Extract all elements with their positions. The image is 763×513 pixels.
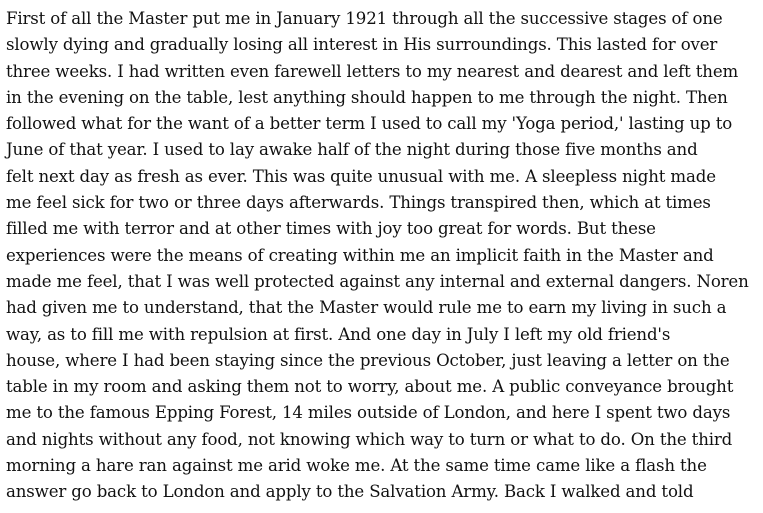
text-line: made me feel, that I was well protected against any internal and external dangers. Noren	[6, 271, 749, 291]
text-line: followed what for the want of a better term I used to call my 'Yoga period,' lasting up to	[6, 114, 733, 134]
body-paragraph	[6, 6, 757, 506]
text-line: me to the famous Epping Forest, 14 miles outside of London, and here I spent two days	[6, 403, 731, 423]
text-line: June of that year. I used to lay awake half of the night during those five months and	[6, 140, 698, 160]
text-line: and nights without any food, not knowing which way to turn or what to do. On the third	[6, 429, 733, 449]
text-line: table in my room and asking them not to worry, about me. A public conveyance brought	[6, 377, 734, 397]
text-line: slowly dying and gradually losing all interest in His surroundings. This lasted for over	[6, 35, 718, 55]
text-line: way, as to fill me with repulsion at first. And one day in July I left my old friend's	[6, 324, 671, 344]
text-line: in the evening on the table, lest anything should happen to me through the night. Then	[6, 87, 728, 107]
text-line: answer go back to London and apply to the Salvation Army. Back I walked and told	[6, 482, 694, 502]
text-line: filled me with terror and at other times with joy too great for words. But these	[6, 219, 656, 239]
text-line: house, where I had been staying since the previous October, just leaving a letter on the	[6, 350, 730, 370]
text-line: experiences were the means of creating within me an implicit faith in the Master and	[6, 245, 714, 265]
text-line: me feel sick for two or three days afterwards. Things transpired then, which at times	[6, 193, 711, 213]
text-line: had given me to understand, that the Master would rule me to earn my living in such a	[6, 298, 727, 318]
text-line: morning a hare ran against me arid woke me. At the same time came like a flash the	[6, 456, 707, 476]
text-line: First of all the Master put me in January 1921 through all the successive stages of one	[6, 9, 723, 28]
text-line: three weeks. I had written even farewell letters to my nearest and dearest and left them	[6, 61, 739, 81]
text-line: felt next day as fresh as ever. This was quite unusual with me. A sleepless night made	[6, 166, 716, 186]
